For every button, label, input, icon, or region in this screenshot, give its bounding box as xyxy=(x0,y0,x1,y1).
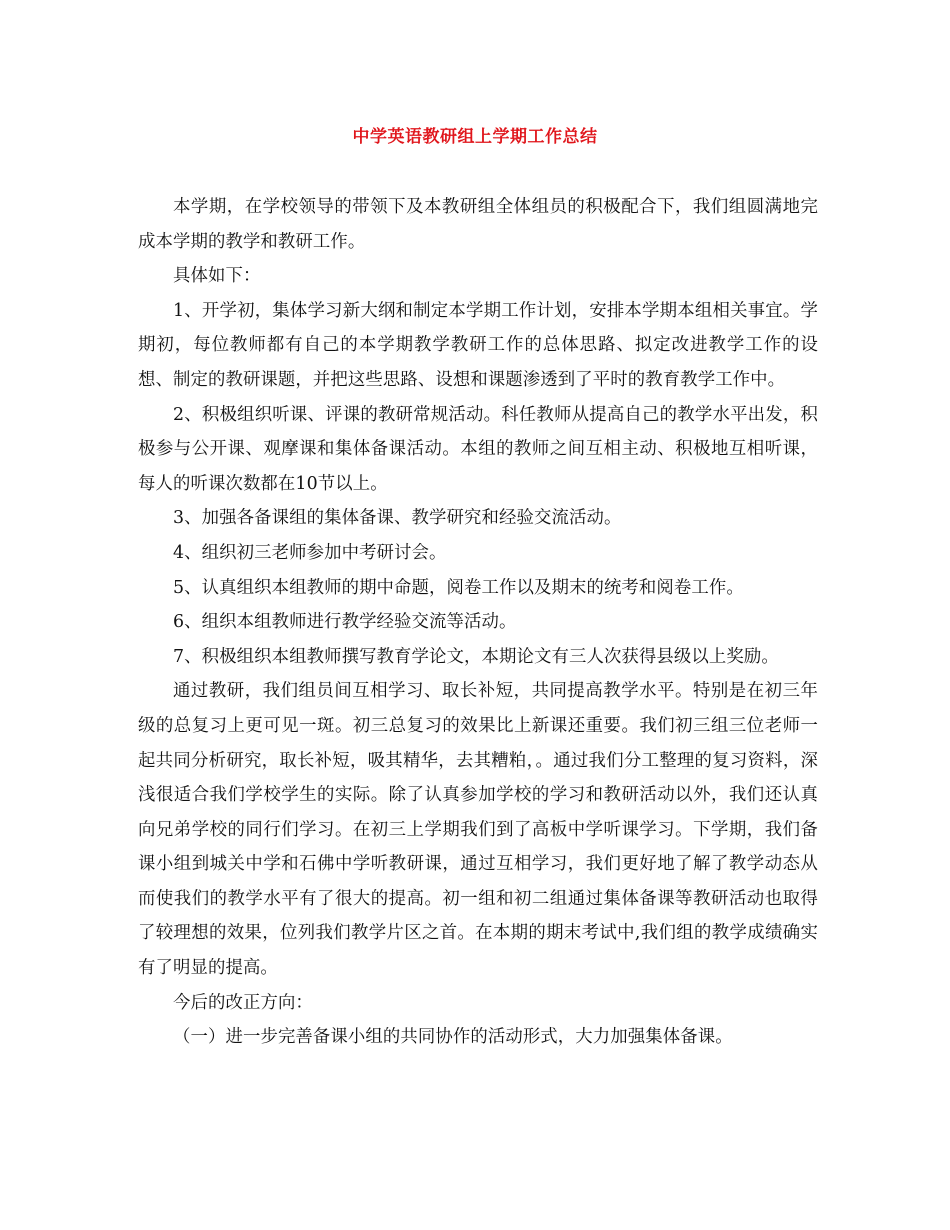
paragraph-improvement-1: （一）进一步完善备课小组的共同协作的活动形式，大力加强集体备课。 xyxy=(173,1027,733,1048)
paragraph-item-5: 5、认真组织本组教师的期中命题，阅卷工作以及期末的统考和阅卷工作。 xyxy=(173,577,744,598)
paragraph-details-heading: 具体如下： xyxy=(173,266,261,287)
paragraph-item-3: 3、加强各备课组的集体备课、教学研究和经验交流活动。 xyxy=(173,508,622,529)
document-body xyxy=(138,190,818,1055)
paragraph-item-7: 7、积极组织本组教师撰写教育学论文，本期论文有三人次获得县级以上奖励。 xyxy=(173,646,779,667)
paragraph-item-4: 4、组织初三老师参加中考研讨会。 xyxy=(173,542,447,563)
paragraph-improvement-heading: 今后的改正方向： xyxy=(173,992,313,1013)
document-title: 中学英语教研组上学期工作总结 xyxy=(352,127,598,147)
paragraph-item-2: 2、积极组织听课、评课的教研常规活动。科任教师从提高自己的教学水平出发，积极参与公开课、观摩课和集体备课活动。本组的教师之间互相主动、积极地互相听课，每人的听课次数都在10节以上。 xyxy=(138,404,818,494)
paragraph-item-1: 1、开学初，集体学习新大纲和制定本学期工作计划，安排本学期本组相关事宜。学期初，每位教师都有自己的本学期教学教研工作的总体思路、拟定改进教学工作的设想、制定的教研课题，并把这些思路、设想和课题渗透到了平时的教育教学工作中。 xyxy=(138,300,818,390)
paragraph-intro: 本学期，在学校领导的带领下及本教研组全体组员的积极配合下，我们组圆满地完成本学期的教学和教研工作。 xyxy=(138,197,818,252)
paragraph-research-summary: 通过教研，我们组员间互相学习、取长补短，共同提高教学水平。特别是在初三年级的总复习上更可见一斑。初三总复习的效果比上新课还重要。我们初三组三位老师一起共同分析研究，取长补短，吸其精华，去其糟粕，。通过我们分工整理的复习资料，深浅很适合我们学校学生的实际。除了认真参加学校的学习和教研活动以外，我们还认真向兄弟学校的同行们学习。在初三上学期我们到了高板中学听课学习。下学期，我们备课小组到城关中学和石佛中学听教研课，通过互相学习，我们更好地了解了教学动态从而使我们的教学水平有了很大的提高。初一组和初二组通过集体备课等教研活动也取得了较理想的效果，位列我们教学片区之首。在本期的期末考试中,我们组的教学成绩确实有了明显的提高。 xyxy=(138,681,818,979)
paragraph-item-6: 6、组织本组教师进行教学经验交流等活动。 xyxy=(173,612,517,633)
